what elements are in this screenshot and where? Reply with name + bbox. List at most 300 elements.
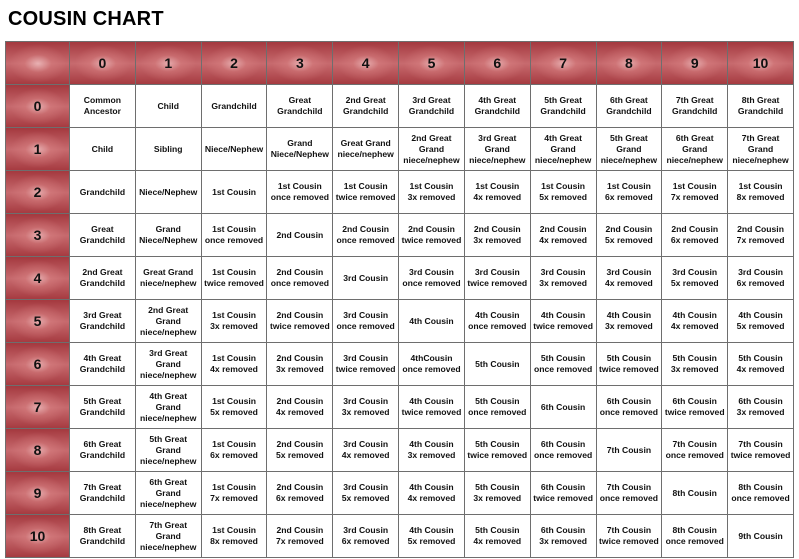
cell-line: 1st Cousin <box>343 181 388 191</box>
cell-line: once removed <box>468 407 527 417</box>
cell-line: Grandchild <box>79 493 126 503</box>
column-header: 2 <box>201 42 267 85</box>
relationship-cell <box>464 85 530 128</box>
cell-line: 7th Cousin <box>606 482 652 492</box>
cell-line: 5th Great <box>544 95 582 105</box>
cell-line: 7x removed <box>670 192 719 202</box>
relationship-cell <box>333 300 399 343</box>
cell-line: 5th Great <box>610 132 648 143</box>
relationship-cell <box>464 472 530 515</box>
cell-line: 7th Cousin <box>738 439 783 449</box>
cell-line: 4th Cousin <box>409 482 454 492</box>
cell-line: 7x removed <box>736 235 785 245</box>
relationship-cell <box>662 85 728 128</box>
cell-line: 7th Cousin <box>606 444 652 455</box>
relationship-cell <box>596 343 662 386</box>
relationship-cell <box>464 257 530 300</box>
cell-line: 2nd Great <box>148 304 189 315</box>
cell-line: 4th Great <box>544 132 582 143</box>
cell-line: 3rd Cousin <box>343 482 389 492</box>
cell-line: 8x removed <box>736 192 785 202</box>
relationship-cell <box>530 472 596 515</box>
relationship-cell <box>662 472 728 515</box>
cell-line: 4th Cousin <box>409 525 454 535</box>
relationship-cell <box>135 386 201 429</box>
relationship-cell <box>267 515 333 558</box>
cell-line: 3x removed <box>473 493 522 503</box>
cell-line: 5th Cousin <box>540 353 586 363</box>
row-header: 2 <box>6 171 70 214</box>
row-header: 8 <box>6 429 70 472</box>
cell-line: 5x removed <box>275 450 324 460</box>
cell-line: 6x removed <box>210 450 258 460</box>
cell-line: 4th Cousin <box>738 310 783 320</box>
cell-line: Great Grand <box>340 138 391 148</box>
cell-line: 5x removed <box>210 407 258 417</box>
cell-line: 5x removed <box>341 493 390 503</box>
relationship-cell <box>267 214 333 257</box>
relationship-cell <box>596 85 662 128</box>
relationship-cell <box>728 171 794 214</box>
cell-line: 3rd Cousin <box>343 439 389 449</box>
cell-line: 4th Cousin <box>409 396 454 406</box>
cell-line: Grandchild <box>408 106 455 116</box>
row-header: 1 <box>6 128 70 171</box>
cell-line: 3x removed <box>539 278 587 288</box>
cell-line: 2nd Cousin <box>605 224 653 234</box>
cell-line: niece/nephew <box>337 149 394 159</box>
cell-line: 6th Cousin <box>540 482 586 492</box>
row-header: 9 <box>6 472 70 515</box>
cell-line: once removed <box>204 235 264 245</box>
cell-line: 3x removed <box>605 321 653 331</box>
relationship-cell <box>596 300 662 343</box>
cell-line: Grandchild <box>342 106 389 116</box>
cell-line: 8th Great <box>83 525 122 535</box>
cell-line: twice removed <box>401 407 462 417</box>
cell-line: 3rd Cousin <box>606 267 652 277</box>
cell-line: 5th Cousin <box>738 353 783 363</box>
cell-line: 4x removed <box>473 192 522 202</box>
table-row <box>6 128 794 171</box>
cell-line: Niece/Nephew <box>204 143 264 154</box>
cell-line: Grandchild <box>79 364 126 374</box>
cell-line: Grandchild <box>606 106 652 116</box>
cell-line: niece/nephew <box>732 154 789 165</box>
relationship-cell <box>333 214 399 257</box>
relationship-cell <box>399 429 465 472</box>
cell-line: 4th Cousin <box>672 310 717 320</box>
relationship-cell <box>135 128 201 171</box>
row-header: 7 <box>6 386 70 429</box>
cell-line: 7x removed <box>275 536 324 546</box>
cell-line: 2nd Cousin <box>276 482 324 492</box>
cell-line: twice removed <box>467 278 528 288</box>
cell-line: 7th Great <box>675 95 714 105</box>
relationship-cell <box>70 128 136 171</box>
row-header: 10 <box>6 515 70 558</box>
cell-line: 2nd Cousin <box>276 229 324 240</box>
cell-line: 6th Cousin <box>672 396 717 406</box>
cell-line: twice removed <box>730 450 791 460</box>
relationship-cell <box>728 472 794 515</box>
cell-line: once removed <box>402 278 461 288</box>
relationship-cell <box>333 343 399 386</box>
relationship-cell <box>662 128 728 171</box>
column-header: 10 <box>728 42 794 85</box>
cell-line: 4th Cousin <box>409 315 454 326</box>
relationship-cell <box>333 257 399 300</box>
relationship-cell <box>333 386 399 429</box>
cell-line: niece/nephew <box>469 154 526 165</box>
relationship-cell <box>70 515 136 558</box>
relationship-cell <box>201 343 267 386</box>
relationship-cell <box>399 300 465 343</box>
relationship-cell <box>135 300 201 343</box>
cell-line: Grand <box>155 401 181 412</box>
relationship-cell <box>728 214 794 257</box>
cell-line: 3x removed <box>407 192 456 202</box>
cell-line: 4x removed <box>670 321 719 331</box>
cell-line: 3rd Cousin <box>409 267 454 277</box>
relationship-cell <box>201 85 267 128</box>
cell-line: 4x removed <box>539 235 587 245</box>
cell-line: 5th Great <box>83 396 122 406</box>
relationship-cell <box>530 515 596 558</box>
cell-line: 3rd Cousin <box>343 353 389 363</box>
cell-line: 4x removed <box>605 278 653 288</box>
cell-line: 1st Cousin <box>212 482 256 492</box>
cell-line: niece/nephew <box>666 154 723 165</box>
relationship-cell <box>135 429 201 472</box>
relationship-cell <box>70 300 136 343</box>
cell-line: 1st Cousin <box>606 181 651 191</box>
cell-line: Grand <box>747 143 774 154</box>
cell-line: 5th Cousin <box>475 358 520 369</box>
relationship-cell <box>70 386 136 429</box>
column-header: 1 <box>135 42 201 85</box>
cell-line: 4th Great <box>149 390 188 401</box>
cell-line: 5th Cousin <box>672 353 717 363</box>
cell-line: Great <box>91 224 114 234</box>
relationship-cell <box>728 85 794 128</box>
relationship-cell <box>728 257 794 300</box>
relationship-cell <box>70 343 136 386</box>
relationship-cell <box>662 300 728 343</box>
table-row <box>6 171 794 214</box>
cell-line: niece/nephew <box>140 278 197 288</box>
cell-line: 6th Cousin <box>540 439 586 449</box>
cell-line: niece/nephew <box>600 154 658 165</box>
relationship-cell <box>662 429 728 472</box>
cell-line: 2nd Cousin <box>737 224 784 234</box>
row-header: 4 <box>6 257 70 300</box>
cell-line: Niece/Nephew <box>139 235 198 245</box>
cell-line: 3rd Great <box>412 95 451 105</box>
cell-line: 6th Great <box>149 476 188 487</box>
cell-line: 3rd Great <box>478 132 517 143</box>
cousin-chart-table <box>5 41 794 558</box>
cell-line: 1st Cousin <box>212 186 256 197</box>
cell-line: 7th Great <box>83 482 122 492</box>
cell-line: 2nd Cousin <box>276 353 324 363</box>
cell-line: 8x removed <box>210 536 258 546</box>
cell-line: Grandchild <box>79 536 126 546</box>
relationship-cell <box>135 257 201 300</box>
relationship-cell <box>333 85 399 128</box>
cell-line: 6x removed <box>605 192 653 202</box>
relationship-cell <box>267 386 333 429</box>
relationship-cell <box>530 85 596 128</box>
cell-line: 4thCousin <box>410 353 453 363</box>
cell-line: 3x removed <box>736 407 785 417</box>
cell-line: 5th Cousin <box>475 396 520 406</box>
relationship-cell <box>530 214 596 257</box>
relationship-cell <box>135 343 201 386</box>
cell-line: 4th Cousin <box>540 310 586 320</box>
relationship-cell <box>333 429 399 472</box>
page-title: COUSIN CHART <box>8 8 164 30</box>
cell-line: 3rd Great <box>83 310 122 320</box>
cell-line: 2nd Cousin <box>276 439 324 449</box>
cell-line: Grand <box>418 143 445 154</box>
column-header: 7 <box>530 42 596 85</box>
relationship-cell <box>333 515 399 558</box>
cell-line: once removed <box>270 278 329 288</box>
cell-line: 7th Great <box>741 132 780 143</box>
cell-line: 6x removed <box>275 493 324 503</box>
relationship-cell <box>596 257 662 300</box>
relationship-cell <box>267 429 333 472</box>
cell-line: twice removed <box>533 321 593 331</box>
cell-line: 2nd Cousin <box>276 396 324 406</box>
cell-line: 5th Great <box>149 433 188 444</box>
cell-line: 4th Cousin <box>475 310 520 320</box>
relationship-cell <box>530 128 596 171</box>
relationship-cell <box>728 128 794 171</box>
cell-line: twice removed <box>204 278 264 288</box>
cell-line: niece/nephew <box>534 154 592 165</box>
relationship-cell <box>201 214 267 257</box>
table-row <box>6 429 794 472</box>
cell-line: 8th Cousin <box>672 525 717 535</box>
relationship-cell <box>135 85 201 128</box>
cell-line: Grandchild <box>79 186 126 197</box>
cell-line: 3x removed <box>407 450 456 460</box>
relationship-cell <box>662 515 728 558</box>
cell-line: niece/nephew <box>140 326 197 337</box>
cell-line: Grand <box>616 143 642 154</box>
cell-line: once removed <box>402 364 461 374</box>
cell-line: 3rd Cousin <box>672 267 718 277</box>
relationship-cell <box>267 257 333 300</box>
relationship-cell <box>267 85 333 128</box>
cell-line: Niece/Nephew <box>270 149 329 159</box>
relationship-cell <box>662 214 728 257</box>
relationship-cell <box>530 300 596 343</box>
cell-line: 2nd Cousin <box>408 224 455 234</box>
relationship-cell <box>530 386 596 429</box>
column-header: 4 <box>333 42 399 85</box>
cell-line: 4x removed <box>341 450 390 460</box>
cell-line: 3x removed <box>670 364 719 374</box>
relationship-cell <box>201 171 267 214</box>
cell-line: 4x removed <box>210 364 258 374</box>
cell-line: 3rd Cousin <box>540 267 586 277</box>
cell-line: Grandchild <box>79 321 126 331</box>
relationship-cell <box>530 171 596 214</box>
cell-line: 1st Cousin <box>212 353 256 363</box>
cell-line: 1st Cousin <box>212 224 256 234</box>
cell-line: Grandchild <box>79 450 126 460</box>
cell-line: 3rd Cousin <box>474 267 520 277</box>
cell-line: 8th Cousin <box>738 482 783 492</box>
cell-line: 7x removed <box>210 493 258 503</box>
cell-line: 3x removed <box>539 536 587 546</box>
cell-line: Grandchild <box>211 100 257 111</box>
cell-line: once removed <box>599 407 659 417</box>
cell-line: 3x removed <box>210 321 258 331</box>
relationship-cell <box>728 429 794 472</box>
relationship-cell <box>596 386 662 429</box>
table-row <box>6 300 794 343</box>
relationship-cell <box>464 515 530 558</box>
cell-line: Ancestor <box>83 106 122 116</box>
relationship-cell <box>399 214 465 257</box>
cell-line: 6x removed <box>341 536 390 546</box>
relationship-cell <box>662 171 728 214</box>
relationship-cell <box>333 128 399 171</box>
cell-line: niece/nephew <box>140 455 197 466</box>
relationship-cell <box>399 386 465 429</box>
cell-line: twice removed <box>599 364 659 374</box>
row-header: 3 <box>6 214 70 257</box>
relationship-cell <box>728 300 794 343</box>
relationship-cell <box>70 429 136 472</box>
cell-line: 6th Great <box>83 439 122 449</box>
cell-line: twice removed <box>599 536 659 546</box>
cell-line: 7th Cousin <box>606 525 652 535</box>
cell-line: 1st Cousin <box>212 525 256 535</box>
cell-line: 4th Great <box>478 95 517 105</box>
cell-line: Grand <box>682 143 708 154</box>
relationship-cell <box>267 171 333 214</box>
cell-line: 5x removed <box>736 321 785 331</box>
relationship-cell <box>464 214 530 257</box>
relationship-cell <box>267 343 333 386</box>
cell-line: 9th Cousin <box>738 530 783 541</box>
cell-line: 3rd Cousin <box>343 525 389 535</box>
relationship-cell <box>201 386 267 429</box>
cell-line: Grandchild <box>79 235 126 245</box>
relationship-cell <box>662 386 728 429</box>
relationship-cell <box>464 386 530 429</box>
cell-line: once removed <box>336 321 395 331</box>
cell-line: 1st Cousin <box>672 181 717 191</box>
cell-line: 1st Cousin <box>541 181 586 191</box>
cell-line: Grand <box>155 315 181 326</box>
cell-line: once removed <box>270 192 329 202</box>
cell-line: Grandchild <box>737 106 784 116</box>
relationship-cell <box>464 300 530 343</box>
cell-line: 2nd Cousin <box>276 310 324 320</box>
cell-line: once removed <box>533 450 593 460</box>
cell-line: Child <box>91 143 114 154</box>
cell-line: Grand <box>484 143 510 154</box>
relationship-cell <box>530 257 596 300</box>
table-row <box>6 343 794 386</box>
cell-line: once removed <box>336 235 395 245</box>
cell-line: 1st Cousin <box>475 181 520 191</box>
cell-line: once removed <box>731 493 790 503</box>
relationship-cell <box>728 515 794 558</box>
relationship-cell <box>662 343 728 386</box>
cell-line: Grandchild <box>672 106 718 116</box>
cell-line: 3x removed <box>275 364 324 374</box>
cell-line: 2nd Cousin <box>671 224 719 234</box>
cell-line: 5th Cousin <box>475 439 520 449</box>
cell-line: once removed <box>599 493 659 503</box>
table-row <box>6 386 794 429</box>
relationship-cell <box>201 472 267 515</box>
cell-line: Grandchild <box>79 407 126 417</box>
cell-line: 1st Cousin <box>277 181 322 191</box>
cell-line: 5th Cousin <box>606 353 652 363</box>
cell-line: 5x removed <box>670 278 719 288</box>
cell-line: 2nd Cousin <box>342 224 390 234</box>
cell-line: niece/nephew <box>140 369 197 380</box>
relationship-cell <box>333 472 399 515</box>
cell-line: 3rd Cousin <box>343 396 389 406</box>
cell-line: once removed <box>665 536 724 546</box>
cell-line: 4x removed <box>407 493 456 503</box>
cell-line: Grand <box>155 358 181 369</box>
relationship-cell <box>70 257 136 300</box>
relationship-cell <box>728 343 794 386</box>
cell-line: Common <box>83 95 122 105</box>
relationship-cell <box>596 214 662 257</box>
cell-line: 1st Cousin <box>212 267 256 277</box>
cell-line: Grand <box>155 487 181 498</box>
relationship-cell <box>135 515 201 558</box>
cell-line: Grand <box>155 224 181 234</box>
relationship-cell <box>596 171 662 214</box>
cell-line: Grandchild <box>540 106 586 116</box>
relationship-cell <box>464 128 530 171</box>
relationship-cell <box>201 300 267 343</box>
cell-line: 2nd Cousin <box>276 267 324 277</box>
cell-line: once removed <box>468 321 527 331</box>
relationship-cell <box>201 128 267 171</box>
cell-line: twice removed <box>533 493 593 503</box>
relationship-cell <box>70 214 136 257</box>
cell-line: twice removed <box>335 192 396 202</box>
cell-line: 5x removed <box>605 235 653 245</box>
cell-line: 3x removed <box>473 235 522 245</box>
cell-line: niece/nephew <box>140 412 197 423</box>
corner-cell <box>6 42 70 85</box>
cell-line: 6x removed <box>736 278 785 288</box>
relationship-cell <box>596 472 662 515</box>
cell-line: 4x removed <box>275 407 324 417</box>
cell-line: 6th Cousin <box>540 525 586 535</box>
cell-line: Great Grand <box>143 267 194 277</box>
relationship-cell <box>267 472 333 515</box>
relationship-cell <box>728 386 794 429</box>
cell-line: 1st Cousin <box>212 310 256 320</box>
cell-line: Grand <box>155 444 181 455</box>
cell-line: 6th Cousin <box>540 401 586 412</box>
